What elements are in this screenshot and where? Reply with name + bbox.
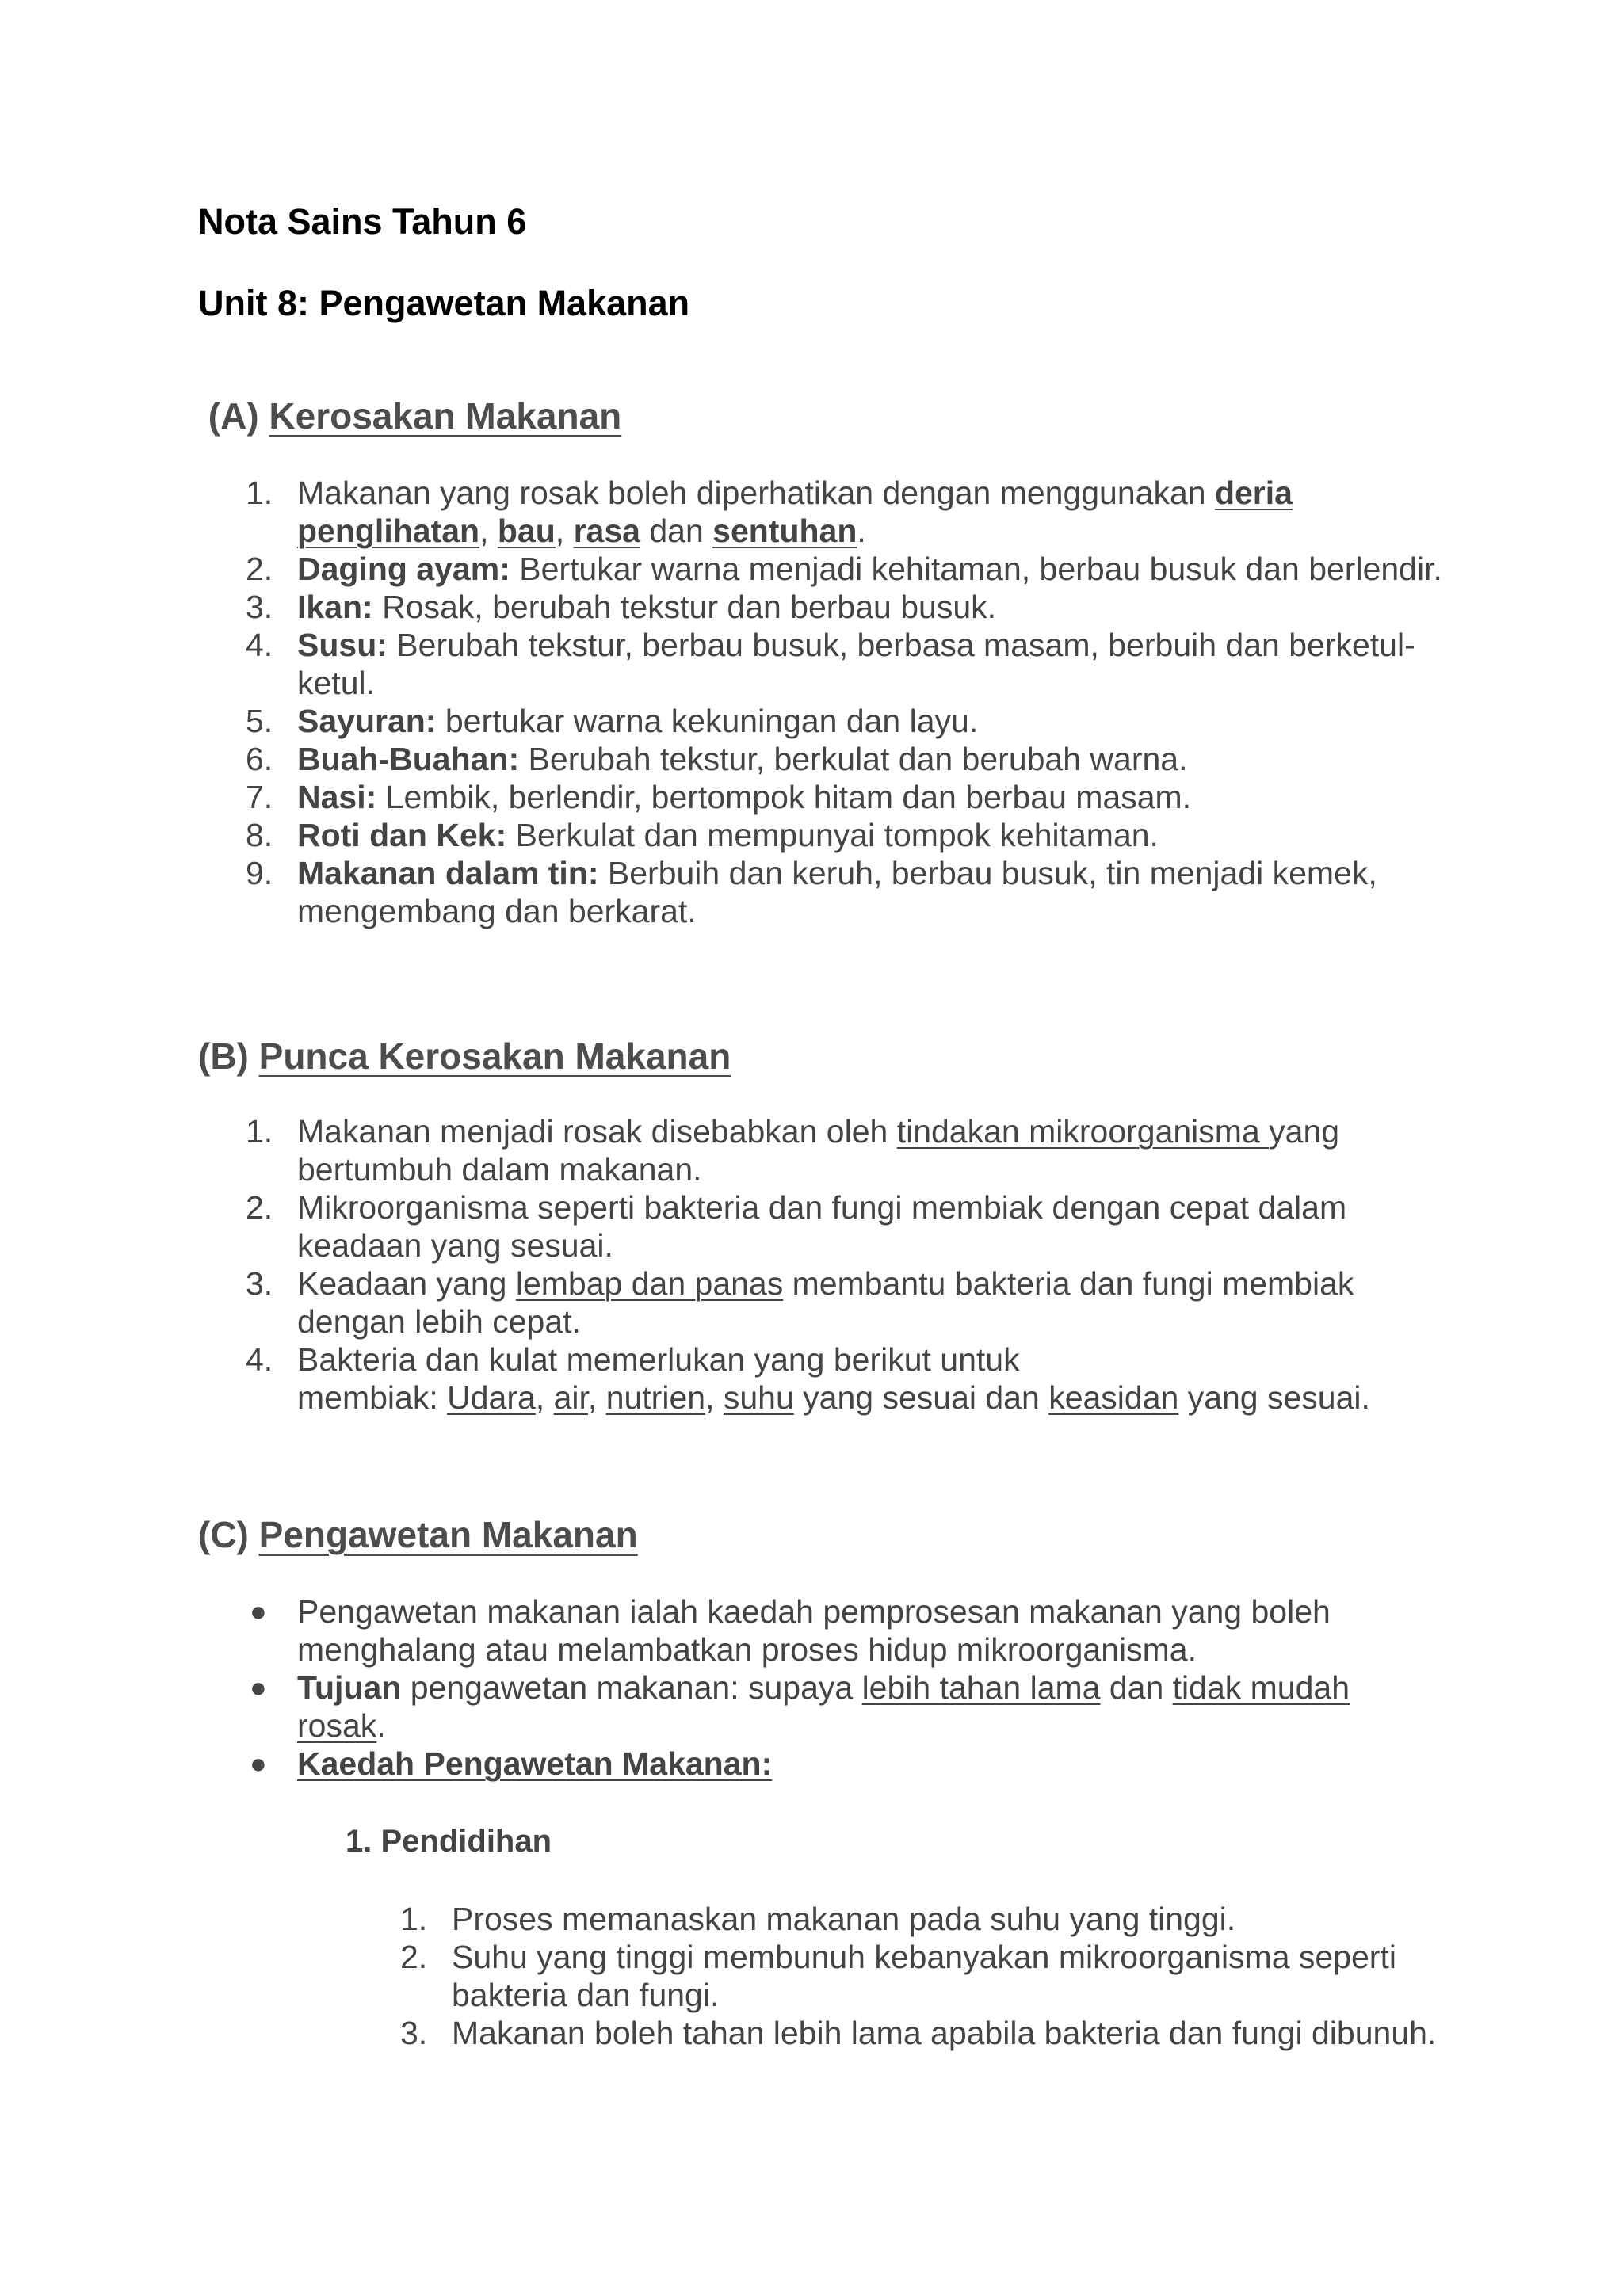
list-item: 3. Keadaan yang lembap dan panas membantu bakteria dan fungi membiak dengan lebih cepat.: [246, 1265, 1354, 1340]
list-item: 5. Sayuran: bertukar warna kekuningan dan layu.: [246, 703, 979, 739]
list-item: 9. Makanan dalam tin: Berbuih dan keruh, berbau busuk, tin menjadi kemek, mengembang dan berkarat.: [246, 855, 1377, 929]
method-list: [353, 1900, 1462, 2052]
list-item: 8. Roti dan Kek: Berkulat dan mempunyai tompok kehitaman.: [246, 817, 1159, 853]
section-a-heading: [198, 395, 622, 437]
document-title: Nota Sains Tahun 6: [198, 201, 527, 242]
list-item: 4. Susu: Berubah tekstur, berbau busuk, berbasa masam, berbuih dan berketul-ketul.: [246, 627, 1415, 701]
bullet-icon: ●: [250, 1747, 267, 1779]
section-c-title: Pengawetan Makanan: [258, 1514, 638, 1555]
section-c-prefix: (C): [198, 1514, 259, 1555]
section-b-heading: [198, 1035, 731, 1077]
list-item: 3. Ikan: Rosak, berubah tekstur dan berbau busuk.: [246, 589, 997, 625]
list-item: 4. Bakteria dan kulat memerlukan yang berikut untuk membiak: Udara, air, nutrien, suhu yang sesuai dan keasidan yang sesuai.: [246, 1341, 1370, 1416]
section-a-title: Kerosakan Makanan: [269, 395, 622, 437]
list-item: 2. Mikroorganisma seperti bakteria dan fungi membiak dengan cepat dalam keadaan yang sesuai.: [246, 1189, 1347, 1264]
list-item: 3. Makanan boleh tahan lebih lama apabila bakteria dan fungi dibunuh.: [400, 2015, 1437, 2051]
list-item: ● Pengawetan makanan ialah kaedah pemprosesan makanan yang boleh menghalang atau melambatkan proses hidup mikroorganisma.: [250, 1593, 1331, 1668]
section-b-list: [198, 1112, 1419, 1417]
bullet-icon: ●: [250, 1595, 267, 1627]
section-a-prefix: (A): [198, 395, 269, 437]
unit-title: Unit 8: Pengawetan Makanan: [198, 283, 690, 323]
method-heading: 1. Pendidihan: [346, 1824, 552, 1859]
list-item: ● Tujuan pengawetan makanan: supaya lebih tahan lama dan tidak mudah rosak.: [250, 1669, 1350, 1744]
list-item: ● Kaedah Pengawetan Makanan:: [250, 1745, 773, 1782]
bullet-icon: ●: [250, 1671, 267, 1703]
section-b-title: Punca Kerosakan Makanan: [258, 1035, 731, 1077]
list-item: 1. Proses memanaskan makanan pada suhu yang tinggi.: [400, 1901, 1236, 1937]
section-b-prefix: (B): [198, 1035, 259, 1077]
list-item: 2. Suhu yang tinggi membunuh kebanyakan mikroorganisma seperti bakteria dan fungi.: [400, 1939, 1396, 2013]
list-item: 7. Nasi: Lembik, berlendir, bertompok hitam dan berbau masam.: [246, 779, 1192, 815]
section-c-bullets: [198, 1592, 1419, 1783]
list-item: 1. Makanan menjadi rosak disebabkan oleh tindakan mikroorganisma yang bertumbuh dalam makanan.: [246, 1113, 1340, 1188]
list-item: 6. Buah-Buahan: Berubah tekstur, berkulat dan berubah warna.: [246, 741, 1188, 777]
section-c-heading: [198, 1516, 638, 1553]
section-a-list: [198, 474, 1450, 930]
list-item: 2. Daging ayam: Bertukar warna menjadi kehitaman, berbau busuk dan berlendir.: [246, 551, 1442, 587]
list-item: 1. Makanan yang rosak boleh diperhatikan dengan menggunakan deria penglihatan, bau, rasa dan sentuhan.: [246, 475, 1293, 549]
